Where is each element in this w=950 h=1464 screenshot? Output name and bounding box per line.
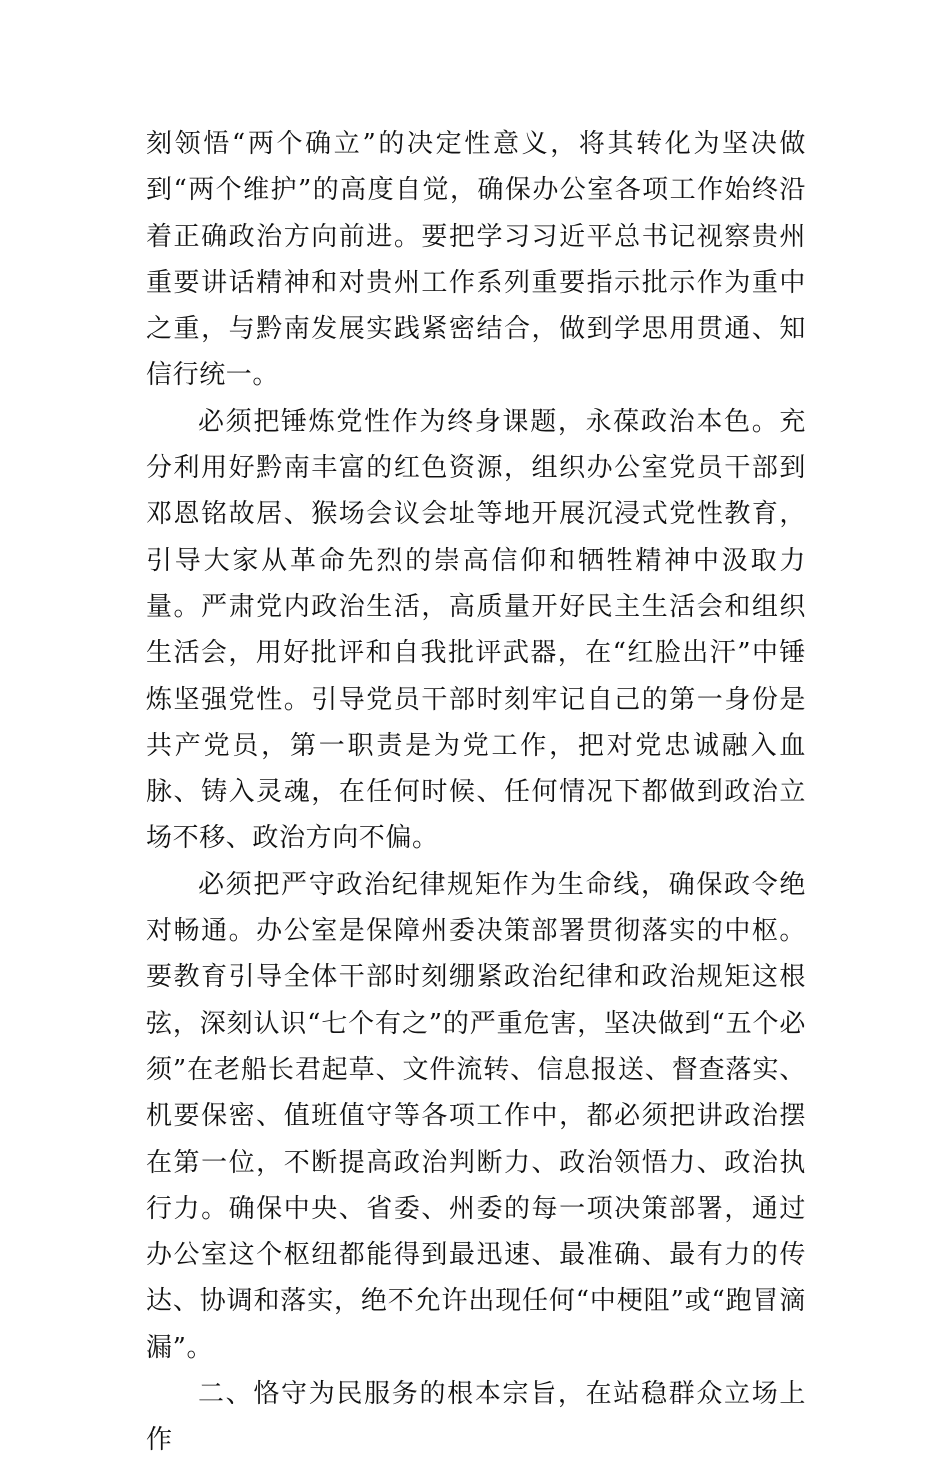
paragraph-political-discipline: 必须把严守政治纪律规矩作为生命线，确保政令绝对畅通。办公室是保障州委决策部署贯彻落实的中枢。要教育引导全体干部时刻绷紧政治纪律和政治规矩这根弦，深刻认识“七个有之”的严重危害，坚决做到“五个必须”在老船长君起草、文件流转、信息报送、督查落实、机要保密、值班值守等各项工作中，都必须把讲政治摆在第一位，不断提高政治判断力、政治领悟力、政治执行力。确保中央、省委、州委的每一项决策部署，通过办公室这个枢纽都能得到最迅速、最准确、最有力的传达、协调和落实，绝不允许出现任何“中梗阻”或“跑冒滴漏”。 (146, 869, 806, 1363)
section-heading-two: 二、恪守为民服务的根本宗旨，在站稳群众立场上作 (146, 1379, 806, 1456)
paragraph-continuation: 刻领悟“两个确立”的决定性意义，将其转化为坚决做到“两个维护”的高度自觉，确保办公室各项工作始终沿着正确政治方向前进。要把学习习近平总书记视察贵州重要讲话精神和对贵州工作系列重要指示批示作为重中之重，与黔南发展实践紧密结合，做到学思用贯通、知信行统一。 (146, 129, 806, 391)
body-text (146, 121, 806, 1464)
paragraph-party-spirit: 必须把锤炼党性作为终身课题，永葆政治本色。充分利用好黔南丰富的红色资源，组织办公室党员干部到邓恩铭故居、猴场会议会址等地开展沉浸式党性教育，引导大家从革命先烈的崇高信仰和牺牲精神中汲取力量。严肃党内政治生活，高质量开好民主生活会和组织生活会，用好批评和自我批评武器，在“红脸出汗”中锤炼坚强党性。引导党员干部时刻牢记自己的第一身份是共产党员，第一职责是为党工作，把对党忠诚融入血脉、铸入灵魂，在任何时候、任何情况下都做到政治立场不移、政治方向不偏。 (146, 406, 806, 854)
